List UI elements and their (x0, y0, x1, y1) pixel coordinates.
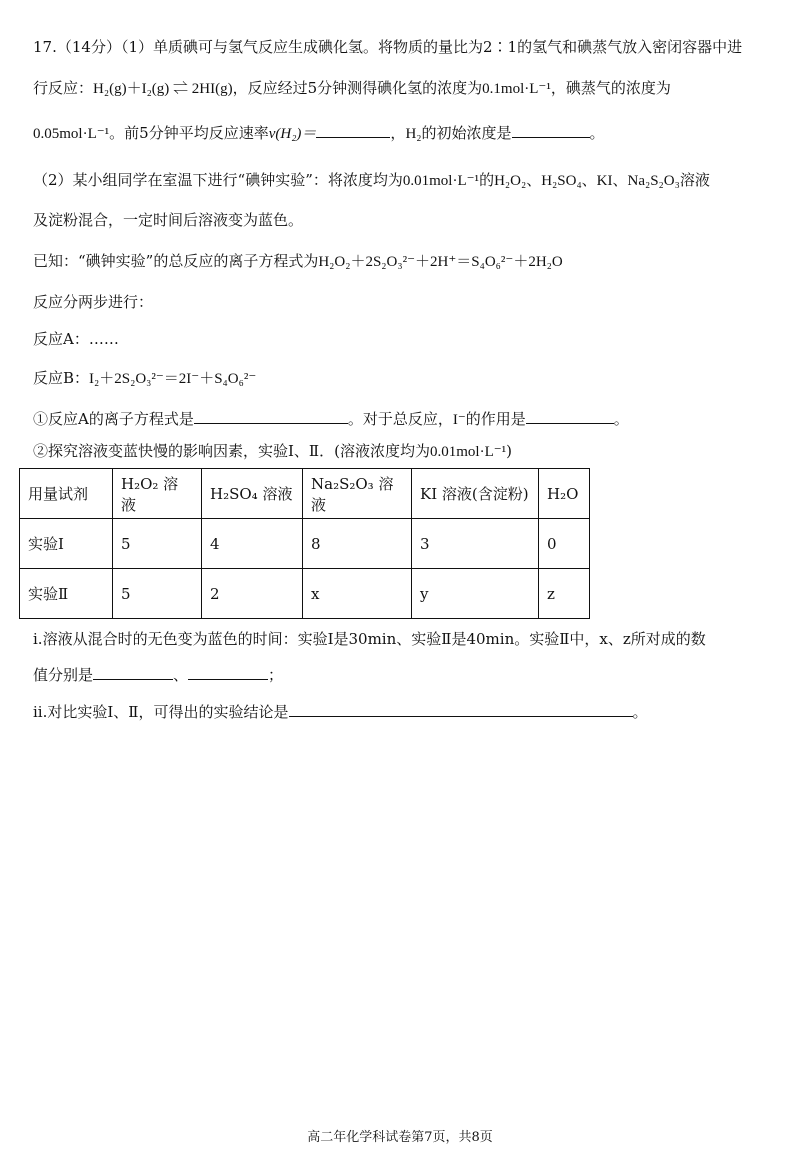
part2-line1 (33, 169, 710, 192)
z-value-blank[interactable] (188, 663, 268, 680)
table-cell: 3 (412, 519, 539, 569)
q17-line3-end: 。 (589, 124, 605, 142)
table-cell: 4 (202, 519, 303, 569)
sub-question-i-line2 (33, 663, 283, 686)
q17-line1: 17.（14分）（1）单质碘可与氢气反应生成碘化氢。将物质的量比为2∶1的氢气和碘蒸气放入密闭容器中进 (33, 38, 743, 56)
rate-expression: v(H₂)＝ (268, 126, 317, 142)
table-header-cell: H₂O₂ 溶液 (113, 469, 202, 519)
q17-line3 (33, 121, 605, 145)
x-value-blank[interactable] (93, 663, 173, 680)
part2-text-a: （2）某小组同学在室温下进行“碘钟实验”：将浓度均为 (33, 171, 403, 189)
ii-end: 。 (632, 703, 648, 721)
hi-concentration: 0.1mol·L⁻¹ (482, 81, 551, 97)
reaction-b-line (33, 367, 256, 390)
table-header-cell: H₂O (539, 469, 590, 519)
table-header-cell: Na₂S₂O₃ 溶液 (303, 469, 412, 519)
table-header-cell: KI 溶液(含淀粉) (412, 469, 539, 519)
question-2-line (33, 440, 512, 463)
table-cell: 2 (202, 569, 303, 619)
table-cell: y (412, 569, 539, 619)
conclusion-blank[interactable] (289, 700, 633, 717)
q1-text-b: 。对于总反应， (347, 410, 453, 428)
sub-question-ii-line (33, 700, 648, 723)
iodide-ion: I⁻ (452, 412, 466, 428)
q17-line3-text-c: 的初始浓度是 (421, 124, 512, 142)
table-row (20, 519, 590, 569)
q17-line2-text-b: ，反应经过5分钟测得碘化氢的浓度为 (232, 79, 483, 97)
table-header-row (20, 469, 590, 519)
reaction-a-equation-blank[interactable] (194, 407, 348, 424)
table-cell: 5 (113, 519, 202, 569)
table-cell: 实验Ⅰ (20, 519, 113, 569)
i-line2-text: 值分别是 (33, 666, 94, 684)
table-header-cell: H₂SO₄ 溶液 (202, 469, 303, 519)
sub-question-i-line1: i.溶液从混合时的无色变为蓝色的时间：实验Ⅰ是30min、实验Ⅱ是40min。实验Ⅱ中，x、z所对成的数 (33, 630, 706, 648)
part2-line2: 及淀粉混合，一定时间后溶液变为蓝色。 (33, 211, 304, 229)
table-cell: x (303, 569, 412, 619)
hi-equilibrium-equation: H₂(g)＋I₂(g) ⇌ 2HI(g) (93, 81, 233, 97)
q2-concentration: 0.01mol·L⁻¹ (429, 444, 507, 460)
question-1-line (33, 407, 629, 431)
q17-line3-text-a: 。前5分钟平均反应速率 (109, 124, 269, 142)
part2-text-b: 的 (479, 171, 495, 189)
q17-line2-text-c: ，碘蒸气的浓度为 (550, 79, 671, 97)
q17-line3-text-b: ， (390, 124, 406, 142)
table-cell: 8 (303, 519, 412, 569)
q1-text-c: 的作用是 (465, 410, 526, 428)
i-separator: 、 (173, 666, 189, 684)
known-line (33, 250, 563, 273)
table-header-cell: 用量试剂 (20, 469, 113, 519)
q17-line2-text-a: 行反应： (33, 79, 94, 97)
ii-text: ii.对比实验Ⅰ、Ⅱ，可得出的实验结论是 (33, 703, 289, 721)
table-cell: 0 (539, 519, 590, 569)
q17-line2 (33, 77, 671, 100)
q2-text-b: ) (506, 442, 513, 460)
initial-conc-answer-blank[interactable] (512, 121, 590, 138)
i2-concentration: 0.05mol·L⁻¹ (33, 126, 110, 142)
q1-text-a: ①反应A的离子方程式是 (33, 410, 194, 428)
rate-answer-blank[interactable] (316, 121, 390, 138)
part2-reagent-list: H₂O₂、H₂SO₄、KI、Na₂S₂O₃ (494, 173, 680, 189)
reagent-amount-table (19, 468, 590, 619)
reaction-b-label: 反应B： (33, 369, 90, 387)
table-row (20, 569, 590, 619)
table-cell: z (539, 569, 590, 619)
total-ionic-equation: H₂O₂＋2S₂O₃²⁻＋2H⁺＝S₄O₆²⁻＋2H₂O (318, 254, 563, 270)
page-footer: 高二年化学科试卷第7页，共8页 (307, 1130, 493, 1145)
part2-concentration: 0.01mol·L⁻¹ (402, 173, 480, 189)
q2-text-a: ②探究溶液变蓝快慢的影响因素，实验Ⅰ、Ⅱ．(溶液浓度均为 (33, 442, 430, 460)
part2-text-c: 溶液 (679, 171, 710, 189)
table-cell: 5 (113, 569, 202, 619)
q1-end: 。 (613, 410, 629, 428)
known-text: 已知：“碘钟实验”的总反应的离子方程式为 (33, 252, 319, 270)
h2-formula: H₂ (405, 126, 422, 142)
i-end: ； (268, 666, 284, 684)
reaction-a-line: 反应A：…… (33, 330, 119, 348)
table-cell: 实验Ⅱ (20, 569, 113, 619)
iodide-role-blank[interactable] (526, 407, 614, 424)
reaction-b-equation: I₂＋2S₂O₃²⁻＝2I⁻＋S₄O₆²⁻ (89, 371, 257, 387)
steps-line: 反应分两步进行： (33, 293, 154, 311)
